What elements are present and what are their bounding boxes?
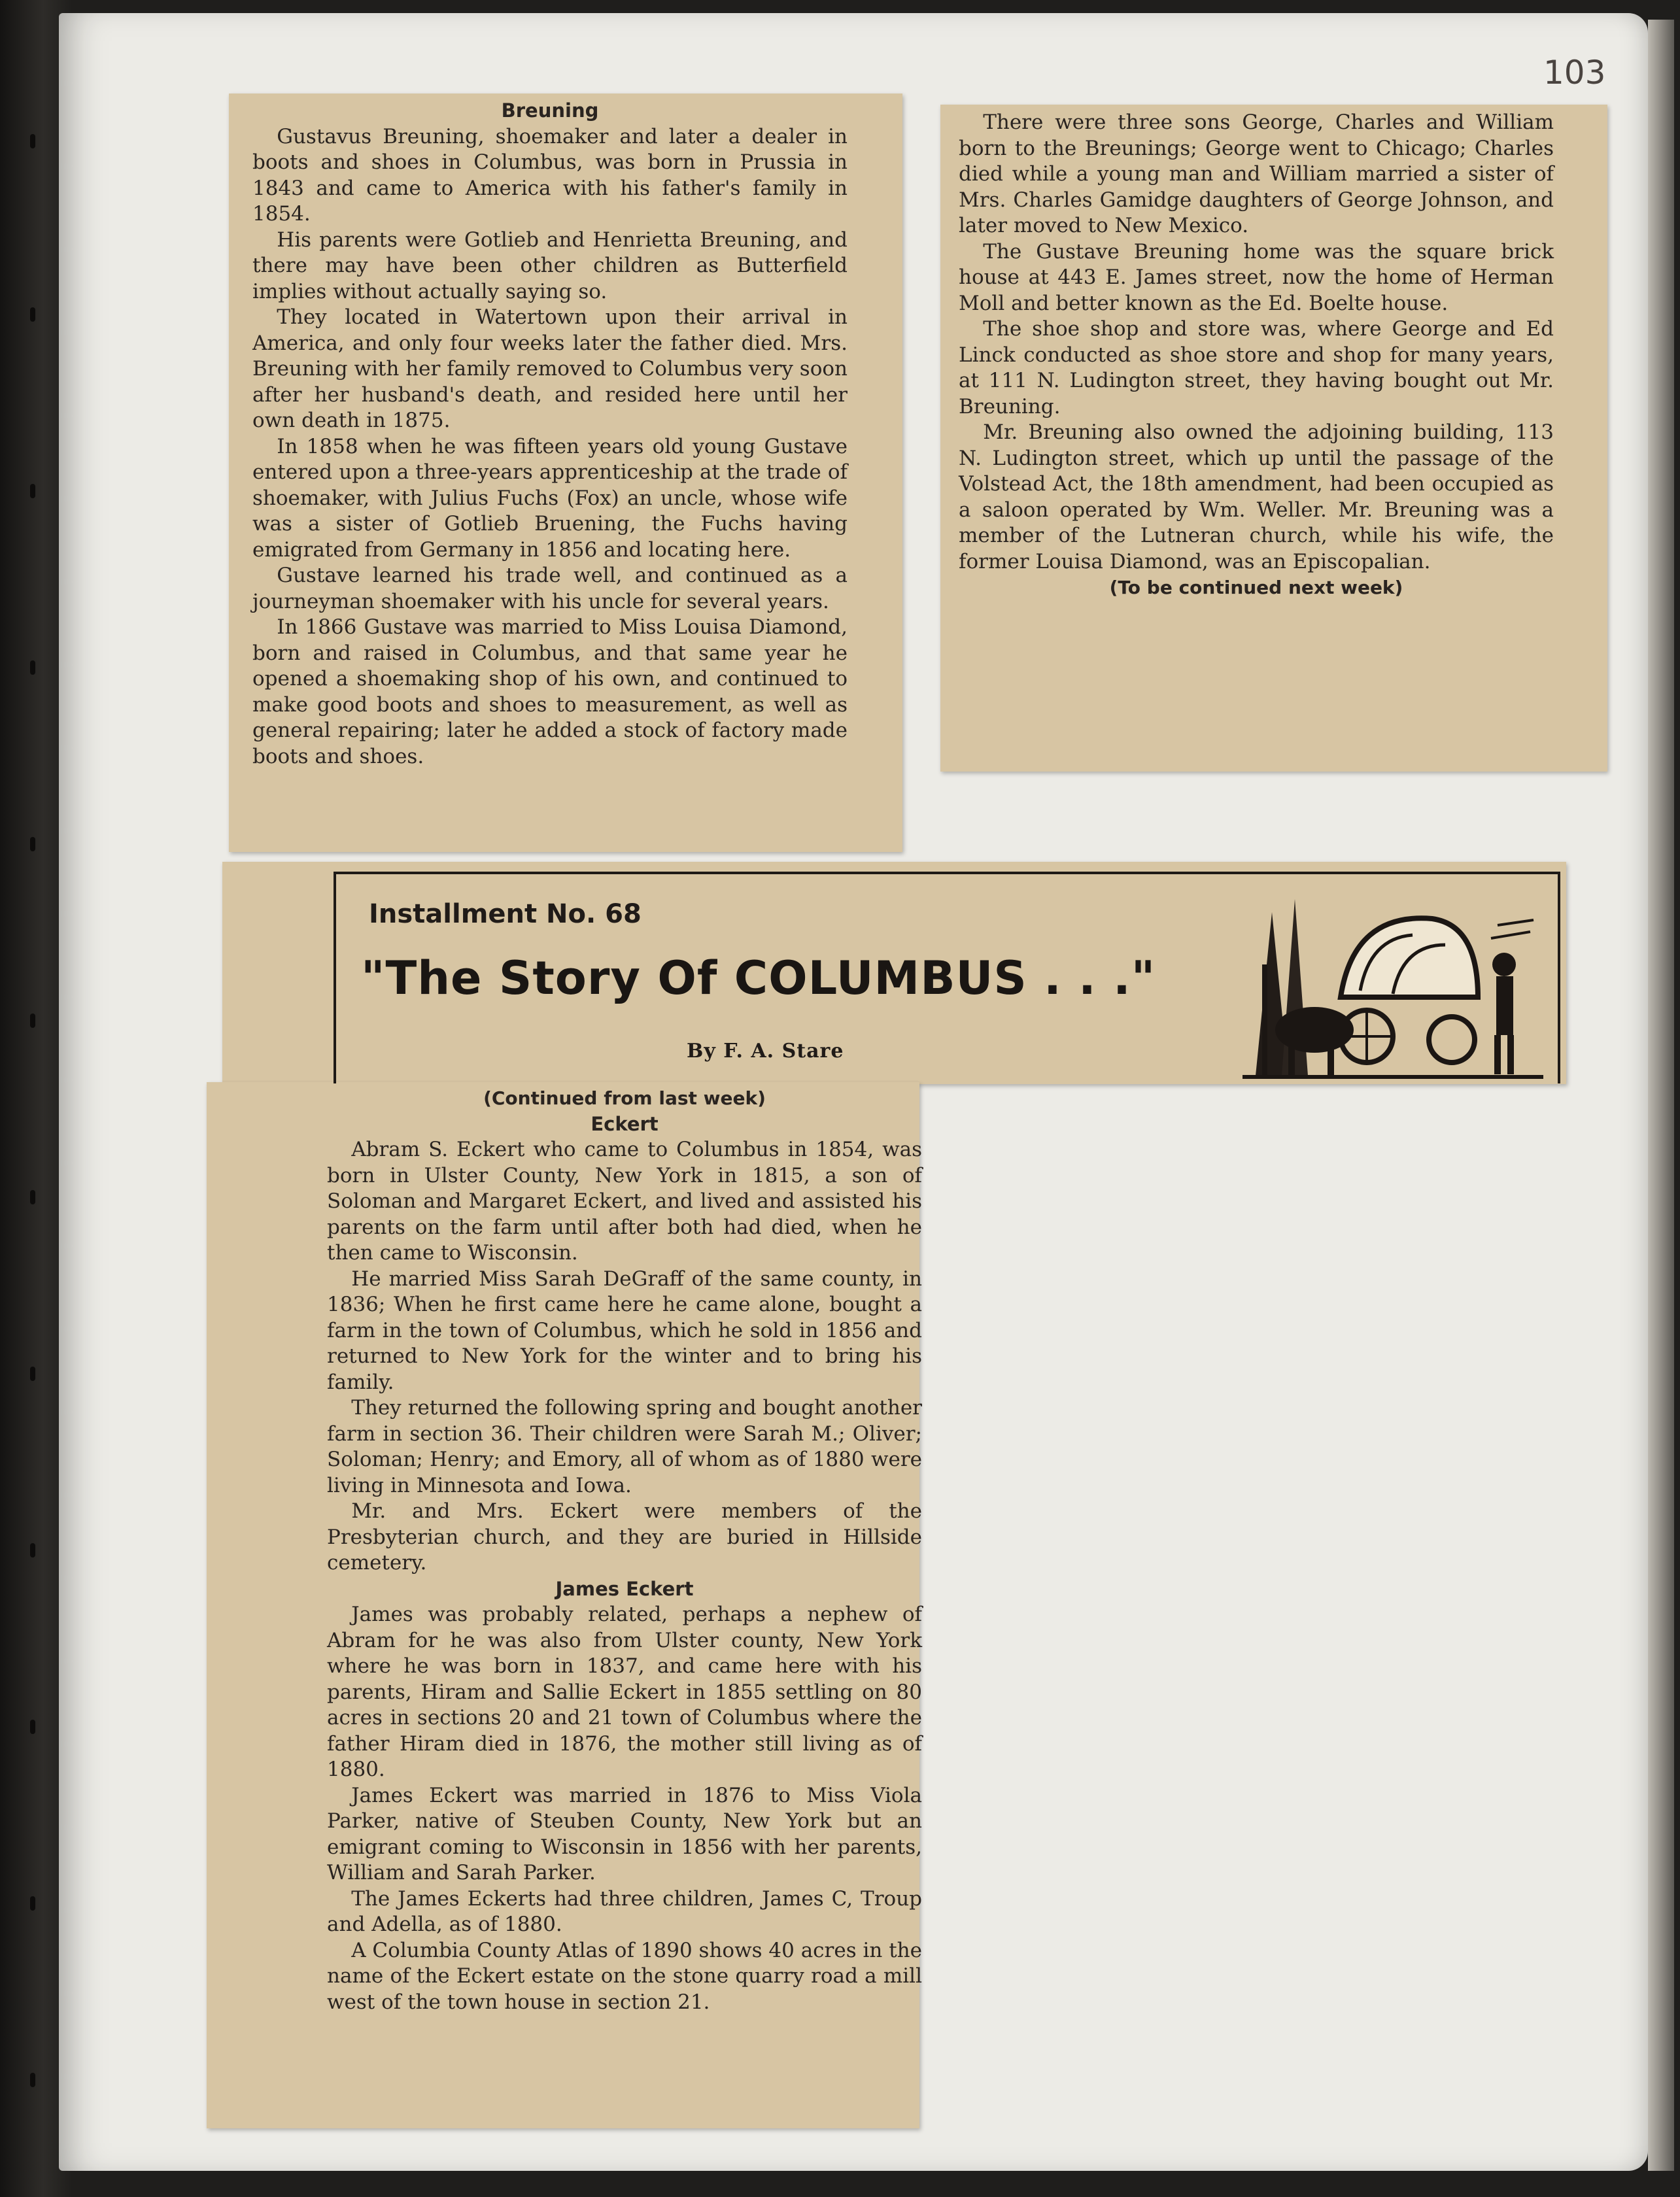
binding-hole: [30, 134, 35, 148]
page-number: 103: [1543, 54, 1606, 92]
article-heading: James Eckert: [555, 1577, 694, 1600]
article-heading: Breuning: [501, 99, 599, 122]
article-paragraph: Abram S. Eckert who came to Columbus in 1854, was born in Ulster County, New York in 1815, a son of Soloman and Margaret Eckert, and lived and assisted his parents on the farm until after both had died, when he then came to Wisconsin.: [327, 1138, 922, 1265]
article-paragraph: Mr. and Mrs. Eckert were members of the Presbyterian church, and they are buried in Hillside cemetery.: [327, 1499, 922, 1575]
article-paragraph: He married Miss Sarah DeGraff of the same county, in 1836; When he first came here he came alone, bought a farm in the town of Columbus, which he sold in 1856 and returned to New York for the winter and to bring his family.: [327, 1267, 922, 1394]
continued-note: (To be continued next week): [1109, 577, 1403, 598]
binding-hole: [30, 1896, 35, 1911]
binding-hole: [30, 1013, 35, 1028]
binding-hole: [30, 1720, 35, 1734]
binding-hole: [30, 1367, 35, 1381]
article-paragraph: James Eckert was married in 1876 to Miss Viola Parker, native of Steuben County, New York but an emigrant coming to Wisconsin in 1856 with her parents, William and Sarah Parker.: [327, 1783, 922, 1884]
story-title: "The Story Of COLUMBUS . . .": [361, 951, 1156, 1005]
binding-hole: [30, 1543, 35, 1558]
article-paragraph: Gustavus Breuning, shoemaker and later a dealer in boots and shoes in Columbus, was born in Prussia in 1843 and came to America with his father's family in 1854.: [252, 124, 848, 226]
page-stack-edge: [1648, 20, 1674, 2171]
article-paragraph: His parents were Gotlieb and Henrietta Breuning, and there may have been other children as Butterfield implies without actually saying so.: [252, 228, 848, 303]
article-paragraph: The shoe shop and store was, where George and Ed Linck conducted as shoe store and shop for many years, at 111 N. Ludington street, they having bought out Mr. Breuning.: [959, 317, 1554, 418]
binding-hole: [30, 660, 35, 675]
installment-label: Installment No. 68: [369, 899, 642, 929]
covered-wagon-illustration: [1243, 886, 1543, 1082]
article-paragraph: The James Eckerts had three children, James C, Troup and Adella, as of 1880.: [327, 1886, 922, 1936]
article-paragraph: The Gustave Breuning home was the square brick house at 443 E. James street, now the home of Herman Moll and better known as the Ed. Boelte house.: [959, 239, 1554, 315]
byline: By F. A. Stare: [687, 1040, 844, 1063]
article-paragraph: Gustave learned his trade well, and continued as a journeyman shoemaker with his uncle for several years.: [252, 564, 848, 613]
article-paragraph: In 1858 when he was fifteen years old young Gustave entered upon a three-years apprenticeship at the trade of shoemaker, with Julius Fuchs (Fox) an uncle, whose wife was a sister of Gotlieb Bruening, the Fuchs having emigrated from Germany in 1856 and locating here.: [252, 434, 848, 562]
article-paragraph: There were three sons George, Charles and William born to the Breunings; George went to Chicago; Charles died while a young man and William married a sister of Mrs. Charles Gamidge daughters of George Johnson, and later moved to New Mexico.: [959, 111, 1554, 237]
article-column-breuning-continued: [959, 110, 1554, 601]
article-paragraph: Mr. Breuning also owned the adjoining building, 113 N. Ludington street, which up until the passage of the Volstead Act, the 18th amendment, had been occupied as a saloon operated by Wm. Weller. Mr. Breuning was a member of the Lutneran church, while his wife, the former Louisa Diamond, was an Episcopalian.: [959, 420, 1554, 573]
continued-from-note: (Continued from last week): [483, 1087, 766, 1109]
binding-hole: [30, 837, 35, 851]
article-column-eckert: [327, 1085, 922, 2015]
binding-hole: [30, 2073, 35, 2087]
article-paragraph: They located in Watertown upon their arrival in America, and only four weeks later the father died. Mrs. Breuning with her family removed to Columbus very soon after her husband's death, and resided here until her own death in 1875.: [252, 305, 848, 432]
binding-hole: [30, 307, 35, 322]
article-paragraph: They returned the following spring and bought another farm in section 36. Their children were Sarah M.; Oliver; Soloman; Henry; and Emory, all of whom as of 1880 were living in Minnesota and Iowa.: [327, 1396, 922, 1497]
binding-hole: [30, 484, 35, 498]
article-paragraph: In 1866 Gustave was married to Miss Louisa Diamond, born and raised in Columbus, and that same year he opened a shoemaking shop of his own, and continued to make good boots and shoes to measurement, as well as general repairing; later he added a stock of factory made boots and shoes.: [252, 615, 848, 768]
article-paragraph: James was probably related, perhaps a nephew of Abram for he was also from Ulster county, New York where he was born in 1837, and came here with his parents, Hiram and Sallie Eckert in 1855 settling on 80 acres in sections 20 and 21 town of Columbus where the father Hiram died in 1876, the mother still living as of 1880.: [327, 1603, 922, 1781]
article-column-breuning: [252, 98, 848, 770]
article-paragraph: A Columbia County Atlas of 1890 shows 40 acres in the name of the Eckert estate on the stone quarry road a mill west of the town house in section 21.: [327, 1938, 922, 2014]
binding-hole: [30, 1190, 35, 1204]
article-heading: Eckert: [591, 1112, 659, 1135]
